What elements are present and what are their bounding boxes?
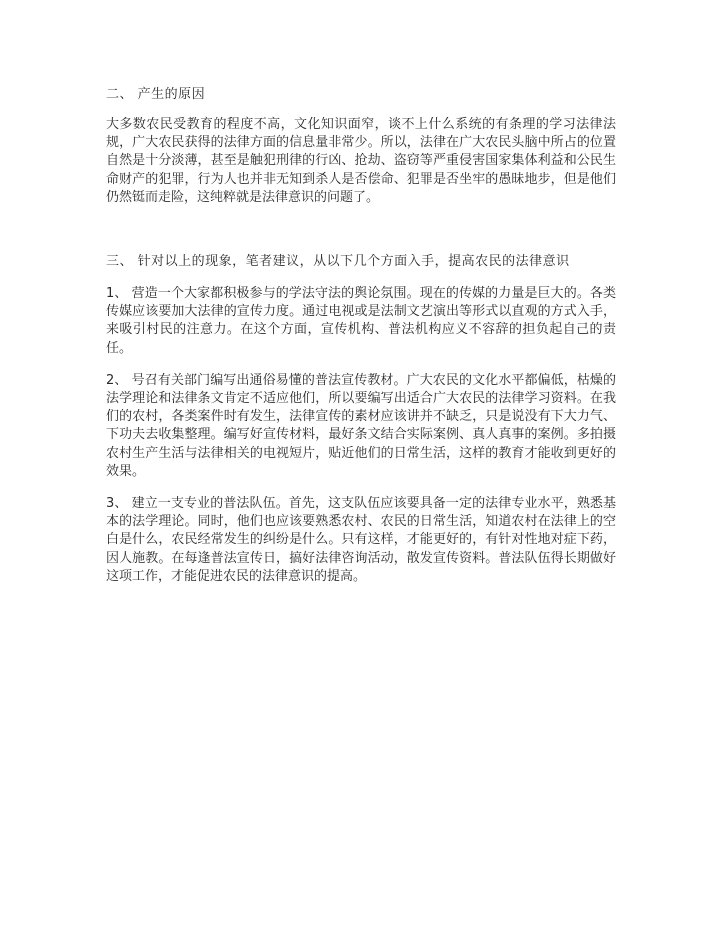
section-heading-suggestions: 三、 针对以上的现象，笔者建议，从以下几个方面入手，提高农民的法律意识 (106, 254, 570, 270)
document-page (106, 86, 616, 600)
suggestion-item: 1、 营造一个大家都积极参与的学法守法的舆论氛围。现在的传媒的力量是巨大的。各类传媒应该要加大法律的宣传力度。通过电视或是法制文艺演出等形式以直观的方式入手，来吸引村民的注意力。在这个方面，宣传机构、普法机构应义不容辞的担负起自己的责任。 (106, 286, 616, 356)
suggestion-item: 3、 建立一支专业的普法队伍。首先，这支队伍应该要具备一定的法律专业水平，熟悉基本的法学理论。同时，他们也应该要熟悉农村、农民的日常生活，知道农村在法律上的空白是什么，农民经常发生的纠纷是什么。只有这样，才能更好的，有针对性地对症下药，因人施教。在每逢普法宣传日，搞好法律咨询活动，散发宣传资料。普法队伍得长期做好这项工作，才能促进农民的法律意识的提高。 (106, 496, 616, 584)
section-heading-causes: 二、 产生的原因 (106, 87, 206, 102)
causes-paragraph: 大多数农民受教育的程度不高，文化知识面窄，谈不上什么系统的有条理的学习法律法规，广大农民获得的法律方面的信息量非常少。所以，法律在广大农民头脑中所占的位置自然是十分淡薄，甚至是触犯刑律的行凶、抢劫、盗窃等严重侵害国家集体利益和公民生命财产的犯罪，行为人也并非无知到杀人是否偿命、犯罪是否坐牢的愚昧地步，但是他们仍然铤而走险，这纯粹就是法律意识的问题了。 (106, 117, 616, 205)
suggestion-item: 2、 号召有关部门编写出通俗易懂的普法宣传教材。广大农民的文化水平都偏低，枯燥的法学理论和法律条文肯定不适应他们，所以要编写出适合广大农民的法律学习资料。在我们的农村，各类案件时有发生，法律宣传的素材应该讲并不缺乏，只是说没有下大力气、下功夫去收集整理。编写好宣传材料，最好条文结合实际案例、真人真事的案例。多拍摄农村生产生活与法律相关的电视短片，贴近他们的日常生活，这样的教育才能收到更好的效果。 (106, 372, 616, 479)
